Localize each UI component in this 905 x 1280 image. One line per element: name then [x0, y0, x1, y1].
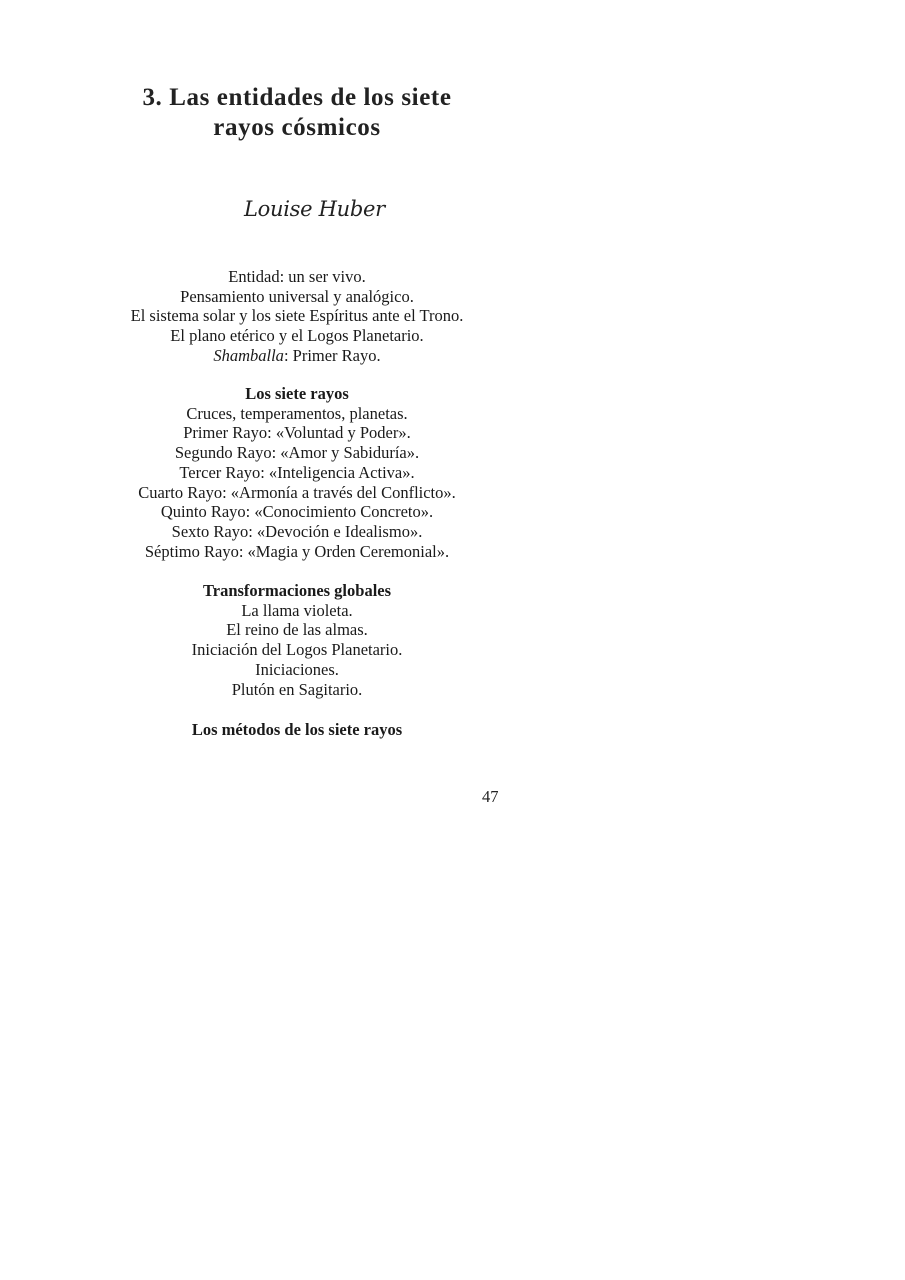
- toc-line: Sexto Rayo: «Devoción e Idealismo».: [171, 521, 423, 541]
- toc-line: Iniciaciones.: [255, 659, 339, 679]
- page-number: 47: [482, 787, 499, 806]
- toc-line: Quinto Rayo: «Conocimiento Concreto».: [160, 502, 434, 522]
- toc-line: El sistema solar y los siete Espíritus ante el Trono.: [130, 306, 464, 326]
- toc-line: El plano etérico y el Logos Planetario.: [170, 326, 424, 346]
- chapter-title-line-1: 3. Las entidades de los siete: [142, 84, 452, 111]
- toc-section-methods: [100, 720, 494, 740]
- chapter-title-line-2: rayos cósmicos: [213, 114, 381, 141]
- toc-line-shamballa: [100, 346, 494, 366]
- section-heading-global: Transformaciones globales: [202, 581, 392, 600]
- toc-line: Cuarto Rayo: «Armonía a través del Conflicto».: [138, 482, 456, 502]
- toc-line: El reino de las almas.: [226, 620, 368, 640]
- section-heading-rays: Los siete rayos: [245, 384, 349, 403]
- toc-line: La llama violeta.: [241, 600, 353, 620]
- toc-section-intro: [100, 267, 494, 366]
- toc-line: Plutón en Sagitario.: [231, 679, 363, 699]
- toc-line: Pensamiento universal y analógico.: [180, 286, 414, 306]
- toc-line: Cruces, temperamentos, planetas.: [186, 403, 408, 423]
- toc-line: Séptimo Rayo: «Magia y Orden Ceremonial».: [144, 541, 450, 561]
- shamballa-term: Shamballa: [213, 345, 284, 365]
- toc-line: Tercer Rayo: «Inteligencia Activa».: [179, 462, 415, 482]
- author-signature: Louise Huber: [244, 197, 385, 221]
- toc-line: Segundo Rayo: «Amor y Sabiduría».: [174, 443, 420, 463]
- toc-line: Primer Rayo: «Voluntad y Poder».: [183, 423, 411, 443]
- section-heading-methods: Los métodos de los siete rayos: [191, 720, 403, 739]
- toc-section-global: [100, 581, 494, 699]
- chapter-title: [100, 83, 494, 143]
- toc-line: Entidad: un ser vivo.: [228, 267, 366, 286]
- toc-line: Iniciación del Logos Planetario.: [191, 640, 403, 660]
- toc-section-rays: [100, 384, 494, 561]
- shamballa-rest: : Primer Rayo.: [283, 345, 381, 365]
